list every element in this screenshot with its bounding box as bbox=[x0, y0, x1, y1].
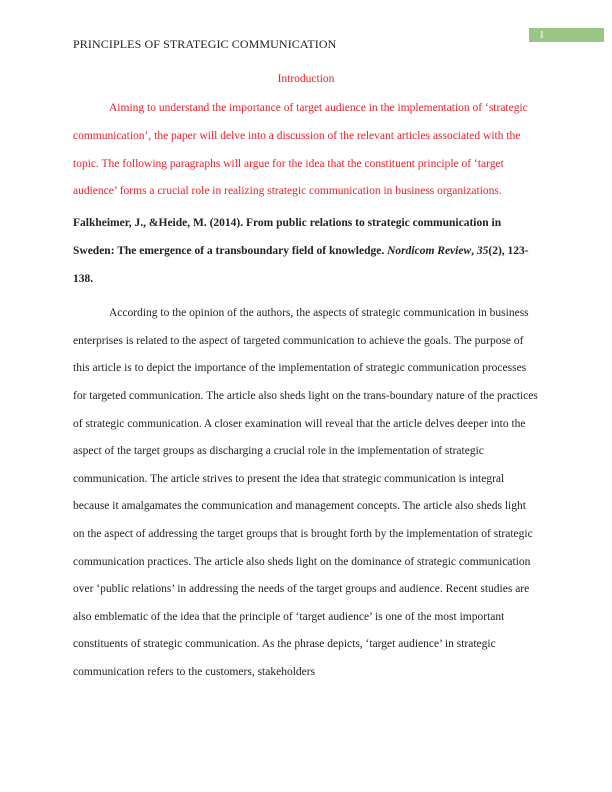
body-paragraph: According to the opinion of the authors, the aspects of strategic communication in business enterprises is related to the aspect of targeted communication to achieve the goals. The purpose of this article is to depict the importance of the implementation of strategic communication processes for targeted communication. The article also sheds light on the trans-boundary nature of the practices of strategic communication. A closer examination will reveal that the article delves deeper into the aspect of the target groups as discharging a crucial role in the implementation of strategic communication. The article strives to present the idea that strategic communication is integral because it amalgamates the communication and management concepts. The article also sheds light on the aspect of addressing the target groups that is brought forth by the implementation of strategic communication practices. The article also sheds light on the dominance of strategic communication over ‘public relations’ in addressing the needs of the target groups and audience. Recent studies are also emblematic of the idea that the principle of ‘target audience’ is one of the most important constituents of strategic communication. As the phrase depicts, ‘target audience’ in strategic communication refers to the customers, stakeholders bbox=[73, 307, 538, 678]
citation-volume: 35 bbox=[476, 245, 489, 258]
citation-separator: , bbox=[471, 245, 477, 258]
citation-issue-pages: (2), 123-138. bbox=[73, 245, 529, 286]
document-body bbox=[73, 68, 539, 687]
running-head: PRINCIPLES OF STRATEGIC COMMUNICATION bbox=[73, 37, 337, 51]
section-heading: Introduction bbox=[277, 73, 335, 85]
citation-authors-title: Falkheimer, J., &Heide, M. (2014). From public relations to strategic communication in Sweden: The emergence of a transboundary field of knowledge. bbox=[73, 217, 502, 258]
page-number: 1 bbox=[529, 28, 604, 42]
citation-journal: Nordicom Review bbox=[387, 245, 472, 258]
reference-citation bbox=[73, 209, 539, 293]
intro-paragraph: Aiming to understand the importance of target audience in the implementation of ‘strategic communication’, the paper will delve into a discussion of the relevant articles associated with the topic. The following paragraphs will argue for the idea that the constituent principle of ‘target audience’ forms a crucial role in realizing strategic communication in business organizations. bbox=[73, 102, 528, 198]
